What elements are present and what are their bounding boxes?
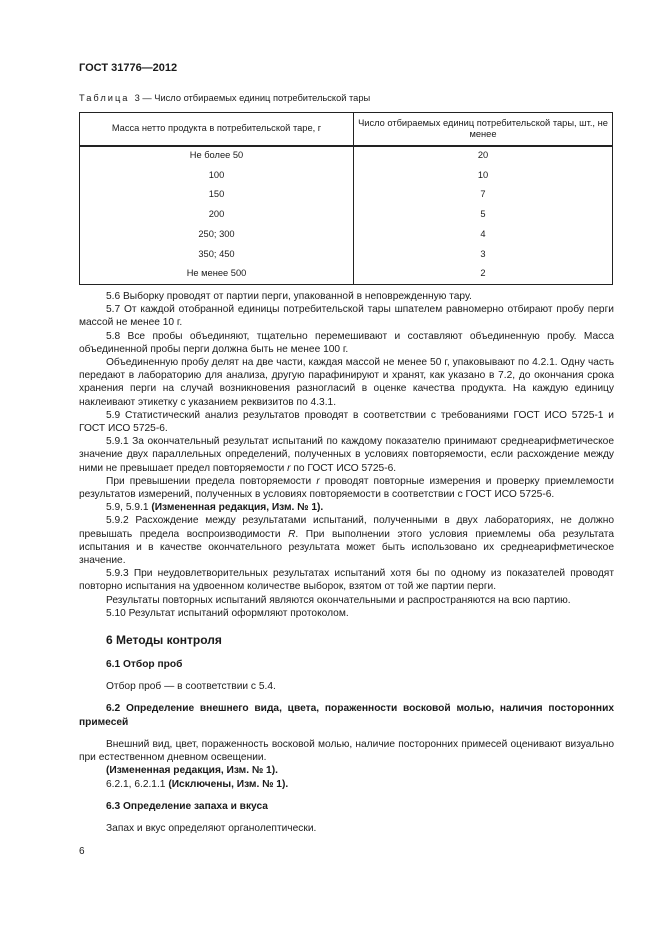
column-header-count: Число отбираемых единиц потребительской тары, шт., не менее: [354, 113, 613, 146]
section-6-2-amendment: (Измененная редакция, Изм. № 1).: [106, 765, 278, 777]
cell-mass: 250; 300: [80, 225, 354, 245]
variable-r: r: [287, 462, 291, 474]
section-6-title: 6 Методы контроля: [106, 633, 222, 648]
paragraph-5-6: 5.6 Выборку проводят от партии перги, упакованной в неповрежденную тару.: [106, 291, 472, 302]
cell-mass: 200: [80, 205, 354, 225]
cell-count: 7: [354, 185, 613, 205]
paragraph-5-9-2: [79, 514, 614, 567]
section-6-2-text: Внешний вид, цвет, пораженность восковой молью, наличие посторонних примесей оценивают визуально при естественном дневном освещении.: [79, 738, 614, 764]
table-caption: [79, 92, 370, 105]
sampling-table: [79, 112, 613, 285]
cell-count: 3: [354, 244, 613, 264]
table-row: [80, 225, 613, 245]
paragraph-text: проводят повторные измерения и проверку приемлемости результатов измерений, полученных в условиях повторяемости в соответствии с ГОСТ ИСО 5725-6.: [79, 475, 614, 501]
paragraph-text: При превышении предела повторяемости: [106, 475, 317, 487]
table-header-row: [80, 113, 613, 146]
table-row: [80, 165, 613, 185]
section-6-1-text: Отбор проб — в соответствии с 5.4.: [106, 681, 276, 693]
paragraph-text: . При выполнении этого условия приемлемы оба результата испытания и в качестве окончательного результата может быть использовано их среднеарифметическое значение.: [79, 528, 615, 567]
paragraph-5-10: 5.10 Результат испытаний оформляют протоколом.: [106, 607, 349, 619]
paragraph-text: 5.9.2 Расхождение между результатами испытаний, полученными в двух лабораториях, не должно превышать предела воспроизводимости: [79, 515, 614, 540]
variable-R: R: [288, 528, 296, 540]
table-caption-text: 3 — Число отбираемых единиц потребительской тары: [134, 93, 371, 103]
table-row: [80, 146, 613, 166]
table-row: [80, 205, 613, 225]
cell-mass: 350; 450: [80, 244, 354, 264]
paragraph-5-9-1-continued: [79, 475, 614, 501]
document-body: [79, 290, 614, 835]
cell-count: 4: [354, 225, 613, 245]
paragraph-5-9-1: [79, 435, 614, 475]
document-header: ГОСТ 31776—2012: [79, 62, 178, 74]
table-row: [80, 185, 613, 205]
cell-mass: Не менее 500: [80, 264, 354, 284]
exclusion-text: (Исключены, Изм. № 1).: [168, 778, 289, 790]
cell-count: 5: [354, 205, 613, 225]
paragraph-5-8-continued: Объединенную пробу делят на две части, каждая массой не менее 50 г, упаковывают по 4.2.1. Одну часть передают в лабораторию для анализа, другую парафинируют и хранят, как указано в 7.2, до окончания срока хранения перги на случай возникновения разногласий в оценке качества продукта. На каждую единицу наклеивают этикетку с указанием реквизитов по 4.3.1.: [79, 357, 614, 408]
column-header-mass: Масса нетто продукта в потребительской таре, г: [80, 113, 354, 146]
exclusion-clauses: 6.2.1, 6.2.1.1: [106, 778, 169, 790]
cell-mass: 100: [80, 165, 354, 185]
section-6-3-title: 6.3 Определение запаха и вкуса: [106, 800, 268, 812]
table-row: [80, 244, 613, 264]
section-6-2-title: 6.2 Определение внешнего вида, цвета, пораженности восковой молью, наличия посторонних примесей: [79, 703, 614, 728]
amendment-clauses: 5.9, 5.9.1: [106, 502, 152, 514]
paragraph-text: по ГОСТ ИСО 5725-6.: [290, 462, 397, 474]
paragraph-5-8: 5.8 Все пробы объединяют, тщательно перемешивают и составляют объединенную пробу. Масса объединенной пробы перги должна быть не менее 100 г.: [79, 330, 614, 355]
table-row: [80, 264, 613, 284]
table-caption-label: Таблица: [79, 93, 130, 103]
cell-count: 10: [354, 165, 613, 185]
amendment-text: (Измененная редакция, Изм. № 1).: [151, 502, 324, 514]
paragraph-5-9-3-continued: Результаты повторных испытаний являются окончательными и распространяются на всю партию.: [106, 594, 571, 606]
cell-mass: Не более 50: [80, 146, 354, 166]
paragraph-5-9-3: 5.9.3 При неудовлетворительных результатах испытаний хотя бы по одному из показателей проводят повторно испытания на удвоенном количестве выборок, взятом от той же партии перги.: [79, 568, 614, 593]
cell-count: 2: [354, 264, 613, 284]
cell-count: 20: [354, 146, 613, 166]
amendment-note: [79, 501, 614, 514]
section-6-2-exclusion: [79, 778, 614, 791]
section-6-1-title: 6.1 Отбор проб: [106, 659, 183, 671]
page-number: 6: [79, 846, 85, 857]
paragraph-5-9: 5.9 Статистический анализ результатов проводят в соответствии с требованиями ГОСТ ИСО 5725-1 и ГОСТ ИСО 5725-6.: [79, 409, 614, 435]
paragraph-text: 5.9.1 За окончательный результат испытаний по каждому показателю принимают среднеарифметическое значение двух параллельных определений, полученных в условиях повторяемости, если расхождение между ними не превышает предел повторяемости: [79, 436, 614, 474]
variable-r: r: [316, 475, 320, 487]
paragraph-5-7: 5.7 От каждой отобранной единицы потребительской тары шпателем равномерно отбирают пробу перги массой не менее 10 г.: [79, 304, 614, 329]
cell-mass: 150: [80, 185, 354, 205]
section-6-3-text: Запах и вкус определяют органолептически.: [106, 822, 317, 834]
